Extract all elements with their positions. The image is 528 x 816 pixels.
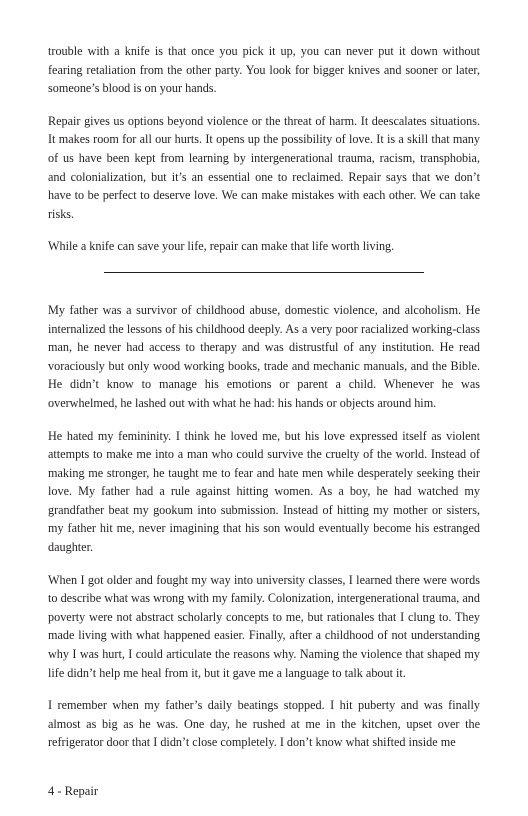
paragraph: He hated my femininity. I think he loved me, but his love expressed itself as violent attempts to make me into a man who could survive the cruelty of the world. Instead of making me stronger, he taught me to fear and hate men while desperately seeking their love. My father had a rule against hitting women. As a boy, he had watched my grandfather beat my gookum into submission. Instead of hitting my mother or sisters, my father hit me, never imagining that his son would eventually become his estranged daughter. <box>48 428 480 555</box>
section-divider <box>104 272 424 273</box>
paragraph: Repair gives us options beyond violence or the threat of harm. It deescalates situations. It makes room for all our hurts. It opens up the possibility of love. It is a skill that many of us have been kept from learning by intergenerational trauma, racism, transphobia, and colonialization, but it’s an essential one to reclaimed. Repair says that we don’t have to be perfect to deserve love. We can make mistakes with each other. We can take risks. <box>48 113 480 221</box>
paragraph: When I got older and fought my way into university classes, I learned there were words to describe what was wrong with my family. Colonization, intergenerational trauma, and poverty were not abstract scholarly concepts to me, but rationales that I clung to. They made living with what happened easier. Finally, after a childhood of not understanding why I was hurt, I could articulate the reasons why. Naming the violence that shaped my life didn’t help me heal from it, but it gave me a language to talk about it. <box>48 572 480 680</box>
paragraph: I remember when my father’s daily beatings stopped. I hit puberty and was finally almost as big as he was. One day, he rushed at me in the kitchen, upset over the refrigerator door that I didn’t close completely. I don’t know what shifted inside me <box>48 698 480 750</box>
paragraph: My father was a survivor of childhood abuse, domestic violence, and alcoholism. He internalized the lessons of his childhood deeply. As a very poor racialized working-class man, he never had access to therapy and was distrustful of any institution. He read voraciously but only wood working books, trade and mechanic manuals, and the Bible. He didn’t know to manage his emotions or parent a child. Whenever he was overwhelmed, he lashed out with what he had: his hands or objects around him. <box>48 302 480 410</box>
paragraph: trouble with a knife is that once you pick it up, you can never put it down without fearing retaliation from the other party. You look for bigger knives and sooner or later, someone’s blood is on your hands. <box>48 44 480 96</box>
page-body <box>48 42 480 766</box>
page-footer: 4 - Repair <box>48 784 98 798</box>
paragraph: While a knife can save your life, repair can make that life worth living. <box>48 239 395 254</box>
